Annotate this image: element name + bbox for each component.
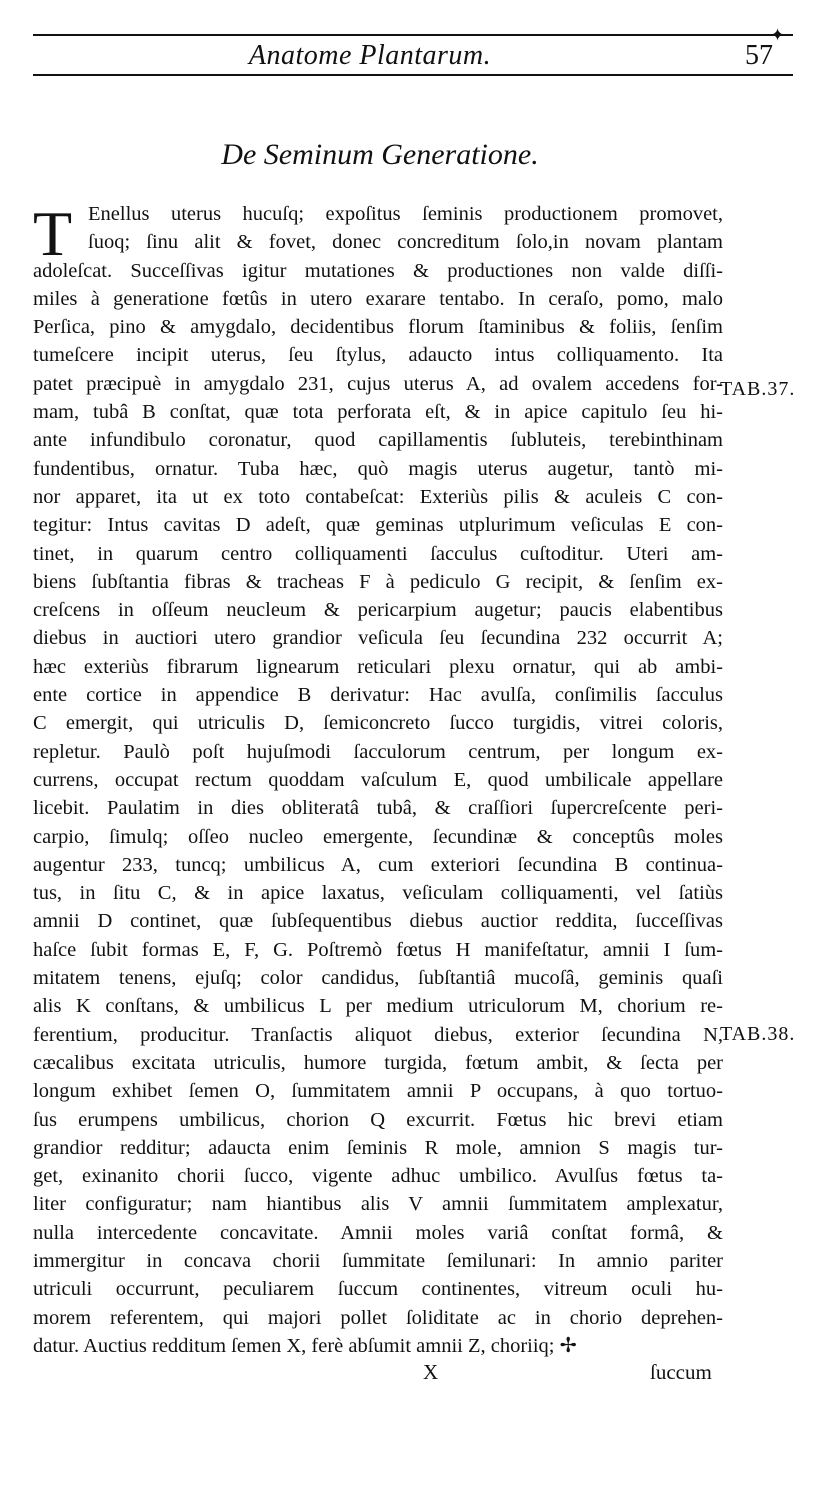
text-line: miles à generatione fœtûs in utero exarare tentabo. In ceraſo, pomo, malo: [33, 287, 723, 310]
text-line: carpio, ſimulq; oſſeo nucleo emergente, ſecundinæ & conceptûs moles: [33, 825, 723, 848]
text-line: fundentibus, ornatur. Tuba hæc, quò magis uterus augetur, tantò mi-: [33, 457, 723, 480]
text-line: patet præcipuè in amygdalo 231, cujus uterus A, ad ovalem accedens for-: [33, 372, 723, 395]
text-line: ferentium, producitur. Tranſactis aliquot diebus, exterior ſecundina N,: [33, 1023, 723, 1046]
text-line: haſce ſubit formas E, F, G. Poſtremò fœtus H manifeſtatur, amnii I ſum-: [33, 938, 723, 961]
text-line: licebit. Paulatim in dies obliteratâ tubâ, & craſſiori ſupercreſcente peri-: [33, 797, 723, 820]
text-line: cæcalibus excitata utriculis, humore turgida, fœtum ambit, & ſecta per: [33, 1051, 723, 1074]
text-line: morem referentem, qui majori pollet ſoliditate ac in chorio deprehen-: [33, 1306, 723, 1329]
header-bottom-rule: [33, 74, 793, 76]
text-line: datur. Auctius redditum ſemen X, ferè abſumit amnii Z, choriiq; ✢: [33, 1334, 577, 1357]
text-line: alis K conſtans, & umbilicus L per medium utriculorum M, chorium re-: [33, 995, 723, 1018]
text-line: ſuoq; ſinu alit & fovet, donec concreditum ſolo,in novam plantam: [88, 231, 723, 254]
text-line: immergitur in concava chorii ſummitate ſemilunari: In amnio pariter: [33, 1249, 723, 1272]
text-line: currens, occupat rectum quoddam vaſculum E, quod umbilicale appellare: [33, 768, 723, 791]
text-line: Enellus uterus hucuſq; expoſitus ſeminis productionem promovet,: [88, 203, 723, 225]
text-line: hæc exteriùs fibrarum lignearum reticulari plexu ornatur, qui ab ambi-: [33, 655, 723, 678]
text-line: creſcens in oſſeum neucleum & pericarpium augetur; paucis elabentibus: [33, 599, 723, 622]
text-line: nor apparet, ita ut ex toto contabeſcat: Exteriùs pilis & aculeis C con-: [33, 485, 723, 508]
text-line: ſus erumpens umbilicus, chorion Q excurrit. Fœtus hic brevi etiam: [33, 1108, 723, 1131]
text-line: nulla intercedente concavitate. Amnii moles variâ conſtat formâ, &: [33, 1221, 723, 1244]
corner-ornament: ✦: [770, 25, 786, 45]
text-line: longum exhibet ſemen O, ſummitatem amnii P occupans, à quo tortuo-: [33, 1080, 723, 1103]
text-line: repletur. Paulò poſt hujuſmodi ſacculorum centrum, per longum ex-: [33, 740, 723, 763]
text-line: tus, in ſitu C, & in apice laxatus, veſiculam colliquamenti, vel ſatiùs: [33, 882, 723, 905]
margin-note-tab-38: TAB.38.: [720, 1023, 796, 1045]
catchword: ſuccum: [650, 1360, 712, 1384]
text-line: C emergit, qui utriculis D, ſemiconcreto ſucco turgidis, vitrei coloris,: [33, 712, 723, 735]
text-line: tumeſcere incipit uterus, ſeu ſtylus, adaucto intus colliquamento. Ita: [33, 344, 723, 367]
text-line: mam, tubâ B conſtat, quæ tota perforata eſt, & in apice capitulo ſeu hi-: [33, 401, 723, 424]
text-line: mitatem tenens, ejuſq; color candidus, ſubſtantiâ mucoſâ, geminis quaſi: [33, 967, 723, 990]
text-line: diebus in auctiori utero grandior veſicula ſeu ſecundina 232 occurrit A;: [33, 627, 723, 650]
page-number: 57: [745, 40, 773, 71]
text-line: utriculi occurrunt, peculiarem ſuccum continentes, vitreum oculi hu-: [33, 1278, 723, 1301]
signature-mark: X: [423, 1360, 439, 1384]
text-line: augentur 233, tuncq; umbilicus A, cum exteriori ſecundina B continua-: [33, 853, 723, 876]
text-line: Perſica, pino & amygdalo, decidentibus florum ſtaminibus & foliis, ſenſim: [33, 316, 723, 339]
text-line: liter configuratur; nam hiantibus alis V amnii ſummitatem amplexatur,: [33, 1193, 723, 1216]
text-line: grandior redditur; adaucta enim ſeminis R mole, amnion S magis tur-: [33, 1136, 723, 1159]
text-line: ante infundibulo coronatur, quod capillamentis ſubluteis, terebinthinam: [33, 429, 723, 452]
text-line: tegitur: Intus cavitas D adeſt, quæ geminas utplurimum veſiculas E con-: [33, 514, 723, 537]
section-title: De Seminum Generatione.: [221, 138, 539, 171]
text-line: get, exinanito chorii ſucco, vigente adhuc umbilico. Avulſus fœtus ta-: [33, 1165, 723, 1188]
text-line: tinet, in quarum centro colliquamenti ſacculus cuſtoditur. Uteri am-: [33, 542, 723, 565]
text-line: biens ſubſtantia fibras & tracheas F à pediculo G recipit, & ſenſim ex-: [33, 570, 723, 593]
drop-cap: T: [33, 198, 73, 269]
text-line: ente cortice in appendice B derivatur: Hac avulſa, conſimilis ſacculus: [33, 684, 723, 707]
body-text: [33, 200, 723, 1360]
text-line: adoleſcat. Succeſſivas igitur mutationes & productiones non valde diſſi-: [33, 259, 723, 282]
text-line: amnii D continet, quæ ſubſequentibus diebus auctior reddita, ſucceſſivas: [33, 910, 723, 933]
margin-note-tab-37: TAB.37.: [720, 378, 796, 400]
running-head: Anatome Plantarum.: [248, 40, 492, 71]
header-top-rule: [33, 34, 793, 36]
